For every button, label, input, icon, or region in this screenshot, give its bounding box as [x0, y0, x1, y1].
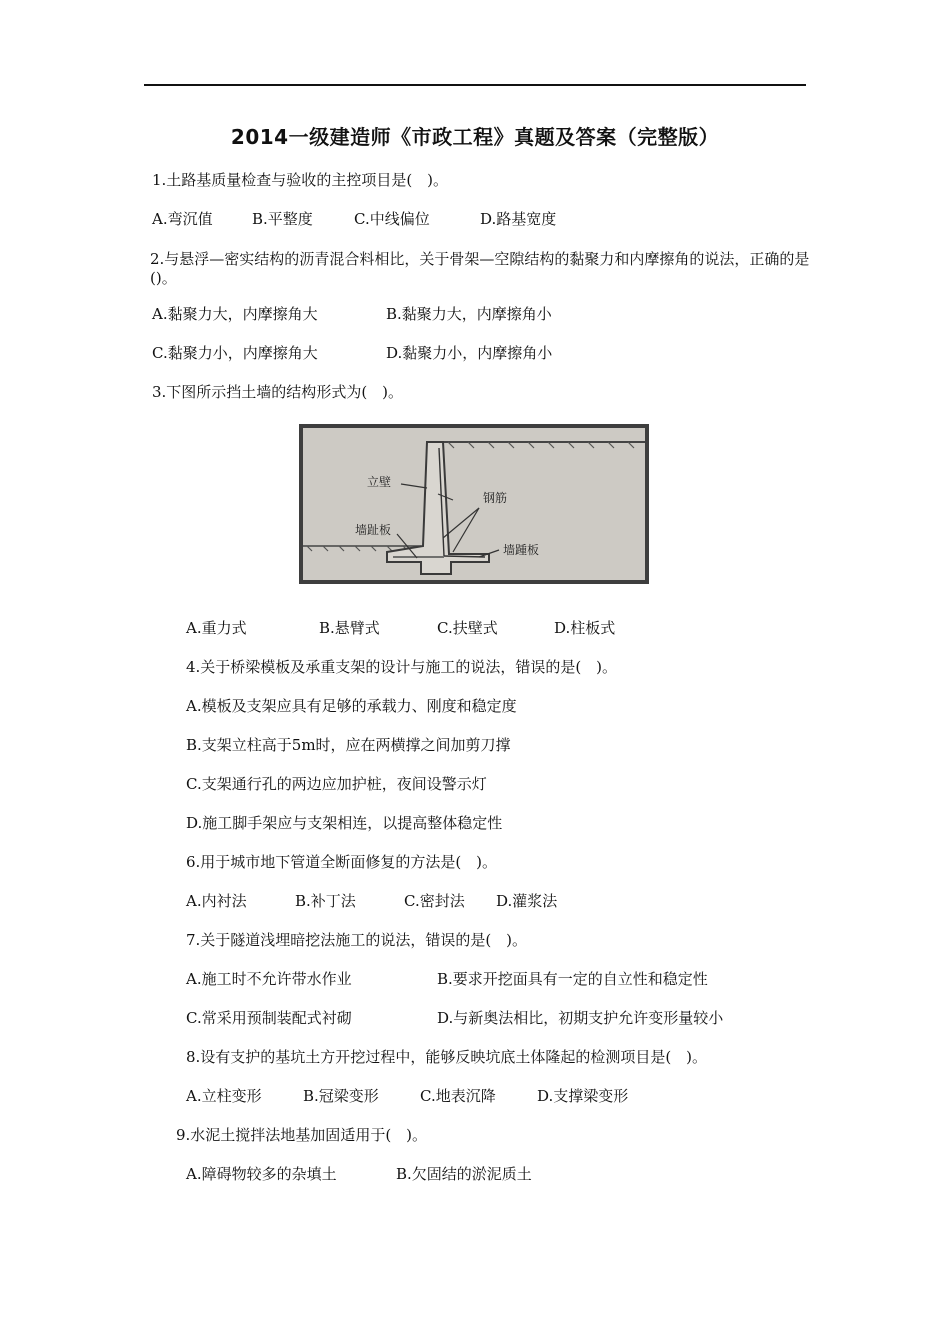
question-3-option-c: C.扶壁式	[437, 619, 498, 637]
question-9-option-a: A.障碍物较多的杂填土	[186, 1165, 337, 1183]
question-4-option-b: B.支架立柱高于5m时，应在两横撑之间加剪刀撑	[186, 736, 511, 754]
question-9-option-b: B.欠固结的淤泥质土	[396, 1165, 532, 1183]
figure-label-wall: 立壁	[367, 475, 392, 489]
question-7-option-a: A.施工时不允许带水作业	[186, 970, 352, 988]
leader-line-wall	[401, 484, 427, 488]
leader-line-rebar-3	[453, 508, 479, 552]
question-6-stem: 6.用于城市地下管道全断面修复的方法是( )。	[186, 853, 498, 871]
question-8-option-c: C.地表沉降	[420, 1087, 496, 1105]
question-1-option-d: D.路基宽度	[480, 210, 557, 228]
question-2-stem: 2.与悬浮—密实结构的沥青混合料相比，关于骨架—空隙结构的黏聚力和内摩擦角的说法，正确的是()。	[150, 250, 810, 287]
question-8-option-a: A.立柱变形	[186, 1087, 262, 1105]
figure-label-rebar: 钢筋	[483, 491, 508, 505]
leader-line-rebar-2	[443, 508, 479, 538]
question-2-option-b: B.黏聚力大，内摩擦角小	[386, 305, 552, 323]
question-7-option-b: B.要求开挖面具有一定的自立性和稳定性	[437, 970, 708, 988]
retaining-wall-figure	[299, 424, 649, 584]
question-4-stem: 4.关于桥梁模板及承重支架的设计与施工的说法，错误的是( )。	[186, 658, 618, 676]
question-1-option-a: A.弯沉值	[152, 210, 213, 228]
question-2-option-d: D.黏聚力小，内摩擦角小	[386, 344, 553, 362]
question-2-option-c: C.黏聚力小，内摩擦角大	[152, 344, 318, 362]
figure-label-toe-slab: 墙趾板	[355, 523, 392, 537]
question-8-option-b: B.冠梁变形	[303, 1087, 379, 1105]
question-8-stem: 8.设有支护的基坑土方开挖过程中，能够反映坑底土体隆起的检测项目是( )。	[186, 1048, 708, 1066]
question-3-option-d: D.柱板式	[554, 619, 616, 637]
question-7-option-c: C.常采用预制装配式衬砌	[186, 1009, 352, 1027]
question-6-option-b: B.补丁法	[295, 892, 356, 910]
retaining-wall-diagram	[303, 428, 645, 580]
wall-outline	[387, 442, 489, 574]
question-9-stem: 9.水泥土搅拌法地基加固适用于( )。	[176, 1126, 428, 1144]
question-1-option-b: B.平整度	[252, 210, 313, 228]
question-4-option-a: A.模板及支架应具有足够的承载力、刚度和稳定度	[186, 697, 517, 715]
question-6-option-a: A.内衬法	[186, 892, 247, 910]
question-8-option-d: D.支撑梁变形	[537, 1087, 629, 1105]
question-6-option-c: C.密封法	[404, 892, 465, 910]
question-4-option-d: D.施工脚手架应与支架相连，以提高整体稳定性	[186, 814, 503, 832]
header-rule	[144, 84, 806, 86]
document-title: 2014一级建造师《市政工程》真题及答案（完整版）	[230, 125, 720, 149]
question-2-option-a: A.黏聚力大，内摩擦角大	[152, 305, 318, 323]
question-6-option-d: D.灌浆法	[496, 892, 558, 910]
question-7-option-d: D.与新奥法相比，初期支护允许变形量较小	[437, 1009, 724, 1027]
figure-label-heel-slab: 墙踵板	[503, 543, 540, 557]
question-3-option-b: B.悬臂式	[319, 619, 380, 637]
question-1-option-c: C.中线偏位	[354, 210, 430, 228]
question-1-stem: 1.土路基质量检查与验收的主控项目是( )。	[152, 171, 449, 189]
question-3-stem: 3.下图所示挡土墙的结构形式为( )。	[152, 383, 404, 401]
question-7-stem: 7.关于隧道浅埋暗挖法施工的说法，错误的是( )。	[186, 931, 528, 949]
question-4-option-c: C.支架通行孔的两边应加护桩，夜间设警示灯	[186, 775, 487, 793]
question-3-option-a: A.重力式	[186, 619, 247, 637]
